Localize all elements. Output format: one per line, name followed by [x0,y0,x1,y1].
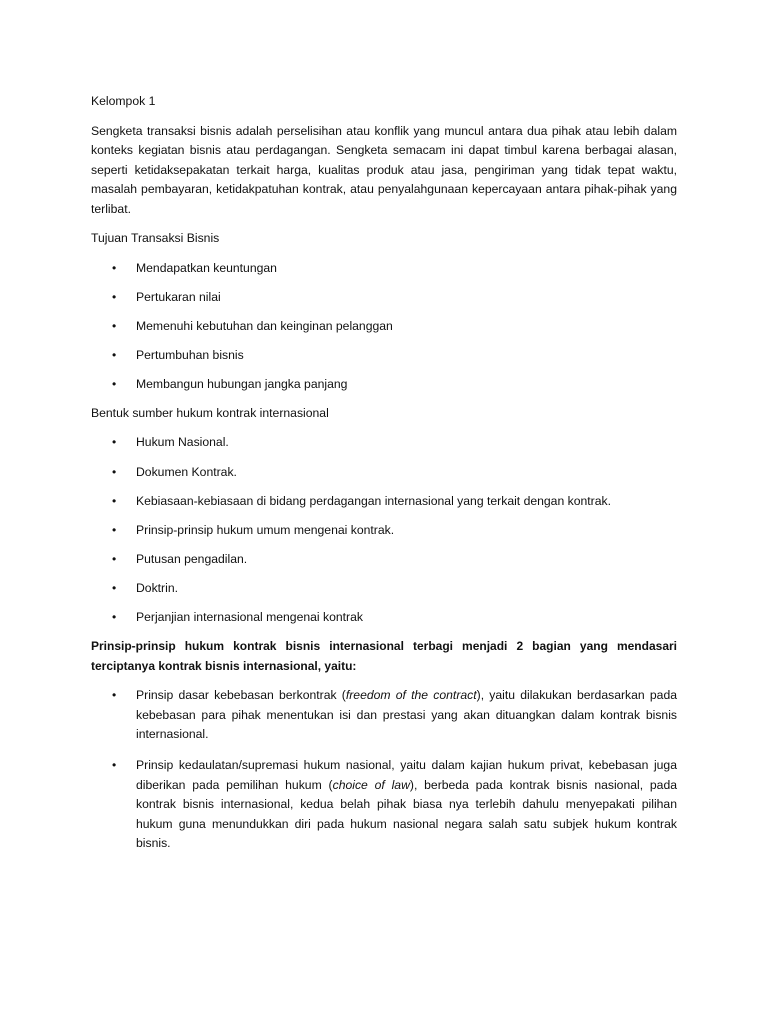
section-heading-tujuan: Tujuan Transaksi Bisnis [91,231,220,245]
list-item [91,492,677,512]
document-content [91,92,677,865]
list-item [91,579,677,599]
bullet-icon: • [112,347,117,362]
principle-term-italic: freedom of the contract [345,688,477,703]
section-heading-sumber-hukum: Bentuk sumber hukum kontrak internasional [91,405,329,420]
intro-paragraph: Sengketa transaksi bisnis adalah perselisihan atau konflik yang muncul antara dua pihak atau lebih dalam konteks kegiatan bisnis atau perdagangan. Sengketa semacam ini dapat timbul karena berbagai alasan, seperti ketidaksepakatan terkait harga, kualitas produk atau jasa, pengiriman yang tidak tepat waktu, masalah pembayaran, ketidakpatuhan kontrak, atau penyalahgunaan kepercayaan antara pihak-pihak yang terlibat. [91,123,677,216]
list-item [91,288,677,308]
list-item [91,756,677,853]
bullet-icon: • [112,435,117,450]
list-item [91,686,677,744]
bullet-icon: • [112,493,117,508]
prinsip-list [91,686,677,853]
list-item-text: Pertukaran nilai [136,289,221,304]
section-heading-prinsip: Prinsip-prinsip hukum kontrak bisnis internasional terbagi menjadi 2 bagian yang mendasari terciptanya kontrak bisnis internasional, yaitu: [91,639,677,673]
principle-term-italic: choice of law [332,777,410,792]
list-item-text: Prinsip-prinsip hukum umum mengenai kontrak. [136,522,395,537]
bullet-icon: • [112,289,117,304]
list-item [91,463,677,483]
list-item-text: Putusan pengadilan. [136,551,248,566]
list-item [91,375,677,395]
tujuan-list [91,259,677,395]
bullet-icon: • [112,551,117,566]
bullet-icon: • [112,580,117,595]
list-item [91,608,677,628]
list-item-text: Mendapatkan keuntungan [136,260,277,275]
bullet-icon: • [112,318,117,333]
list-item-text: Dokumen Kontrak. [136,464,237,479]
list-item [91,550,677,570]
list-item [91,521,677,541]
list-item-text: Kebiasaan-kebiasaan di bidang perdagangan internasional yang terkait dengan kontrak. [136,493,611,508]
bullet-icon: • [112,610,117,625]
bullet-icon: • [112,758,117,773]
list-item-text: Perjanjian internasional mengenai kontrak [136,610,363,625]
bullet-icon: • [112,522,117,537]
list-item-text: Pertumbuhan bisnis [136,347,244,362]
list-item [91,346,677,366]
sumber-hukum-list [91,433,677,627]
bullet-icon: • [112,464,117,479]
list-item-text: Hukum Nasional. [136,435,229,450]
principle-text-end: ), yaitu dilakukan berdasarkan pada kebebasan para pihak menentukan isi dan prestasi yang akan dituangkan dalam kontrak bisnis internasional. [136,688,678,741]
document-title: Kelompok 1 [91,94,156,108]
principle-text-start: Prinsip kedaulatan/supremasi hukum nasional, yaitu dalam kajian hukum privat, kebebasan juga diberikan pada pemilihan hukum ( [136,758,677,792]
bullet-icon: • [112,376,117,391]
list-item-text: Doktrin. [136,580,178,595]
list-item [91,433,677,453]
bullet-icon: • [112,260,117,275]
bullet-icon: • [112,688,117,703]
list-item [91,317,677,337]
list-item-text: Membangun hubungan jangka panjang [136,376,348,391]
principle-text-start: Prinsip dasar kebebasan berkontrak ( [136,688,346,703]
principle-text-end: ), berbeda pada kontrak bisnis nasional, pada kontrak bisnis internasional, kedua belah pihak biasa nya terlebih dahulu menyepakati pilihan hukum guna menundukkan diri pada hukum nasional negara salah satu subjek hukum kontrak bisnis. [136,777,678,850]
list-item-text: Memenuhi kebutuhan dan keinginan pelanggan [136,318,393,333]
list-item [91,259,677,279]
